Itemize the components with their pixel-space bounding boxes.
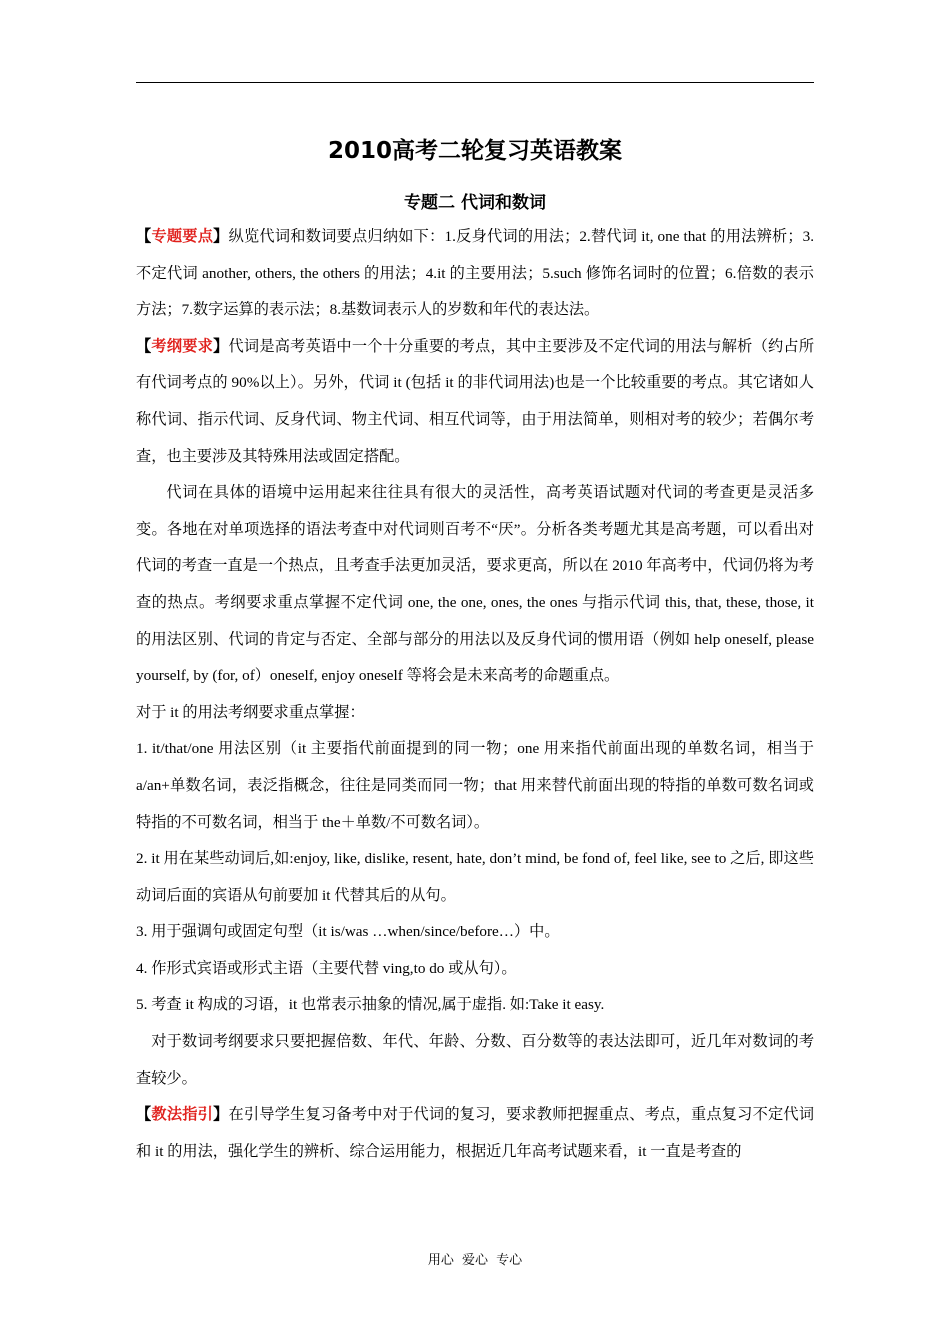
bracket-open: 【 — [136, 228, 152, 245]
header-rule — [136, 82, 814, 83]
page-title: 2010高考二轮复习英语教案 — [327, 138, 622, 164]
bracket-close: 】 — [213, 228, 229, 245]
section-key-points — [136, 219, 814, 329]
paragraph-numeral: 对于数词考纲要求只要把握倍数、年代、年龄、分数、百分数等的表达法即可，近几年对数词的考查较少。 — [136, 1033, 814, 1087]
section-tag — [136, 338, 229, 355]
section-tag-label: 考纲要求 — [151, 337, 214, 355]
paragraph-pronoun: 代词在具体的语境中运用起来往往具有很大的灵活性，高考英语试题对代词的考查更是灵活多变。各地在对单项选择的语法考查中对代词则百考不“厌”。分析各类考题尤其是高考题，可以看出对代词的考查一直是一个热点，且考查手法更加灵活，要求更高，所以在 2010 年高考中，代词仍将为考查的热点。考纲要求重点掌握不定代词 one, the one, ones, the ones 与指示代词 this, that, these, those, it 的用法区别、代词的肯定与否定、全部与部分的用法以及反身代词的惯用语（例如 help oneself, please yourself, by (for, of）oneself, enjoy oneself 等将会是未来高考的命题重点。 — [136, 484, 814, 685]
section-exam-requirements — [136, 329, 814, 475]
page-subtitle: 专题二 代词和数词 — [404, 193, 546, 213]
list-item: 4. 作形式宾语或形式主语（主要代替 ving,to do 或从句）。 — [136, 959, 517, 977]
bracket-close: 】 — [213, 1106, 229, 1124]
section-tag — [136, 1106, 229, 1123]
section-teaching-guidance — [136, 1097, 814, 1170]
bracket-close: 】 — [213, 337, 229, 355]
it-usage-intro: 对于 it 的用法考纲要求重点掌握： — [136, 703, 365, 721]
section-text: 在引导学生复习备考中对于代词的复习，要求教师把握重点、考点，重点复习不定代词和 it 的用法，强化学生的辨析、综合运用能力，根据近几年高考试题来看，it 一直是考查的 — [136, 1106, 815, 1160]
section-tag-label: 教法指引 — [151, 1106, 214, 1124]
page-footer: 用心 爱心 专心 — [427, 1253, 523, 1268]
list-item: 3. 用于强调句或固定句型（it is/was …when/since/before…）中。 — [136, 923, 560, 941]
bracket-open: 【 — [136, 337, 152, 355]
section-tag — [136, 228, 229, 245]
section-text: 代词是高考英语中一个十分重要的考点，其中主要涉及不定代词的用法与解析（约占所有代词考点的 90%以上）。另外，代词 it (包括 it 的非代词用法)也是一个比较重要的考点。其它诸如人称代词、指示代词、反身代词、物主代词、相互代词等，由于用法简单，则相对考的较少；若偶尔考查，也主要涉及其特殊用法或固定搭配。 — [136, 337, 815, 465]
bracket-open: 【 — [136, 1106, 152, 1124]
list-item: 5. 考查 it 构成的习语，it 也常表示抽象的情况,属于虚指. 如:Take it easy. — [136, 996, 605, 1014]
list-item: 1. it/that/one 用法区别（it 主要指代前面提到的同一物；one 用来指代前面出现的单数名词，相当于 a/an+单数名词，表泛指概念，往往是同类而同一物；that 用来替代前面出现的特指的单数可数名词或特指的不可数名词，相当于 the＋单数/不可数名词）。 — [136, 740, 814, 831]
list-item: 2. it 用在某些动词后,如:enjoy, like, dislike, resent, hate, don’t mind, be fond of, feel like, see to 之后, 即这些动词后面的宾语从句前要加 it 代替其后的从句。 — [136, 850, 814, 904]
document-body — [136, 219, 814, 1170]
section-tag-label: 专题要点 — [151, 228, 214, 245]
section-text: 纵览代词和数词要点归纳如下：1.反身代词的用法；2.替代词 it, one that 的用法辨析；3.不定代词 another, others, the others 的用法；4.it 的主要用法；5.such 修饰名词时的位置；6.倍数的表示方法；7.数字运算的表示法；8.基数词表示人的岁数和年代的表达法。 — [136, 228, 815, 319]
